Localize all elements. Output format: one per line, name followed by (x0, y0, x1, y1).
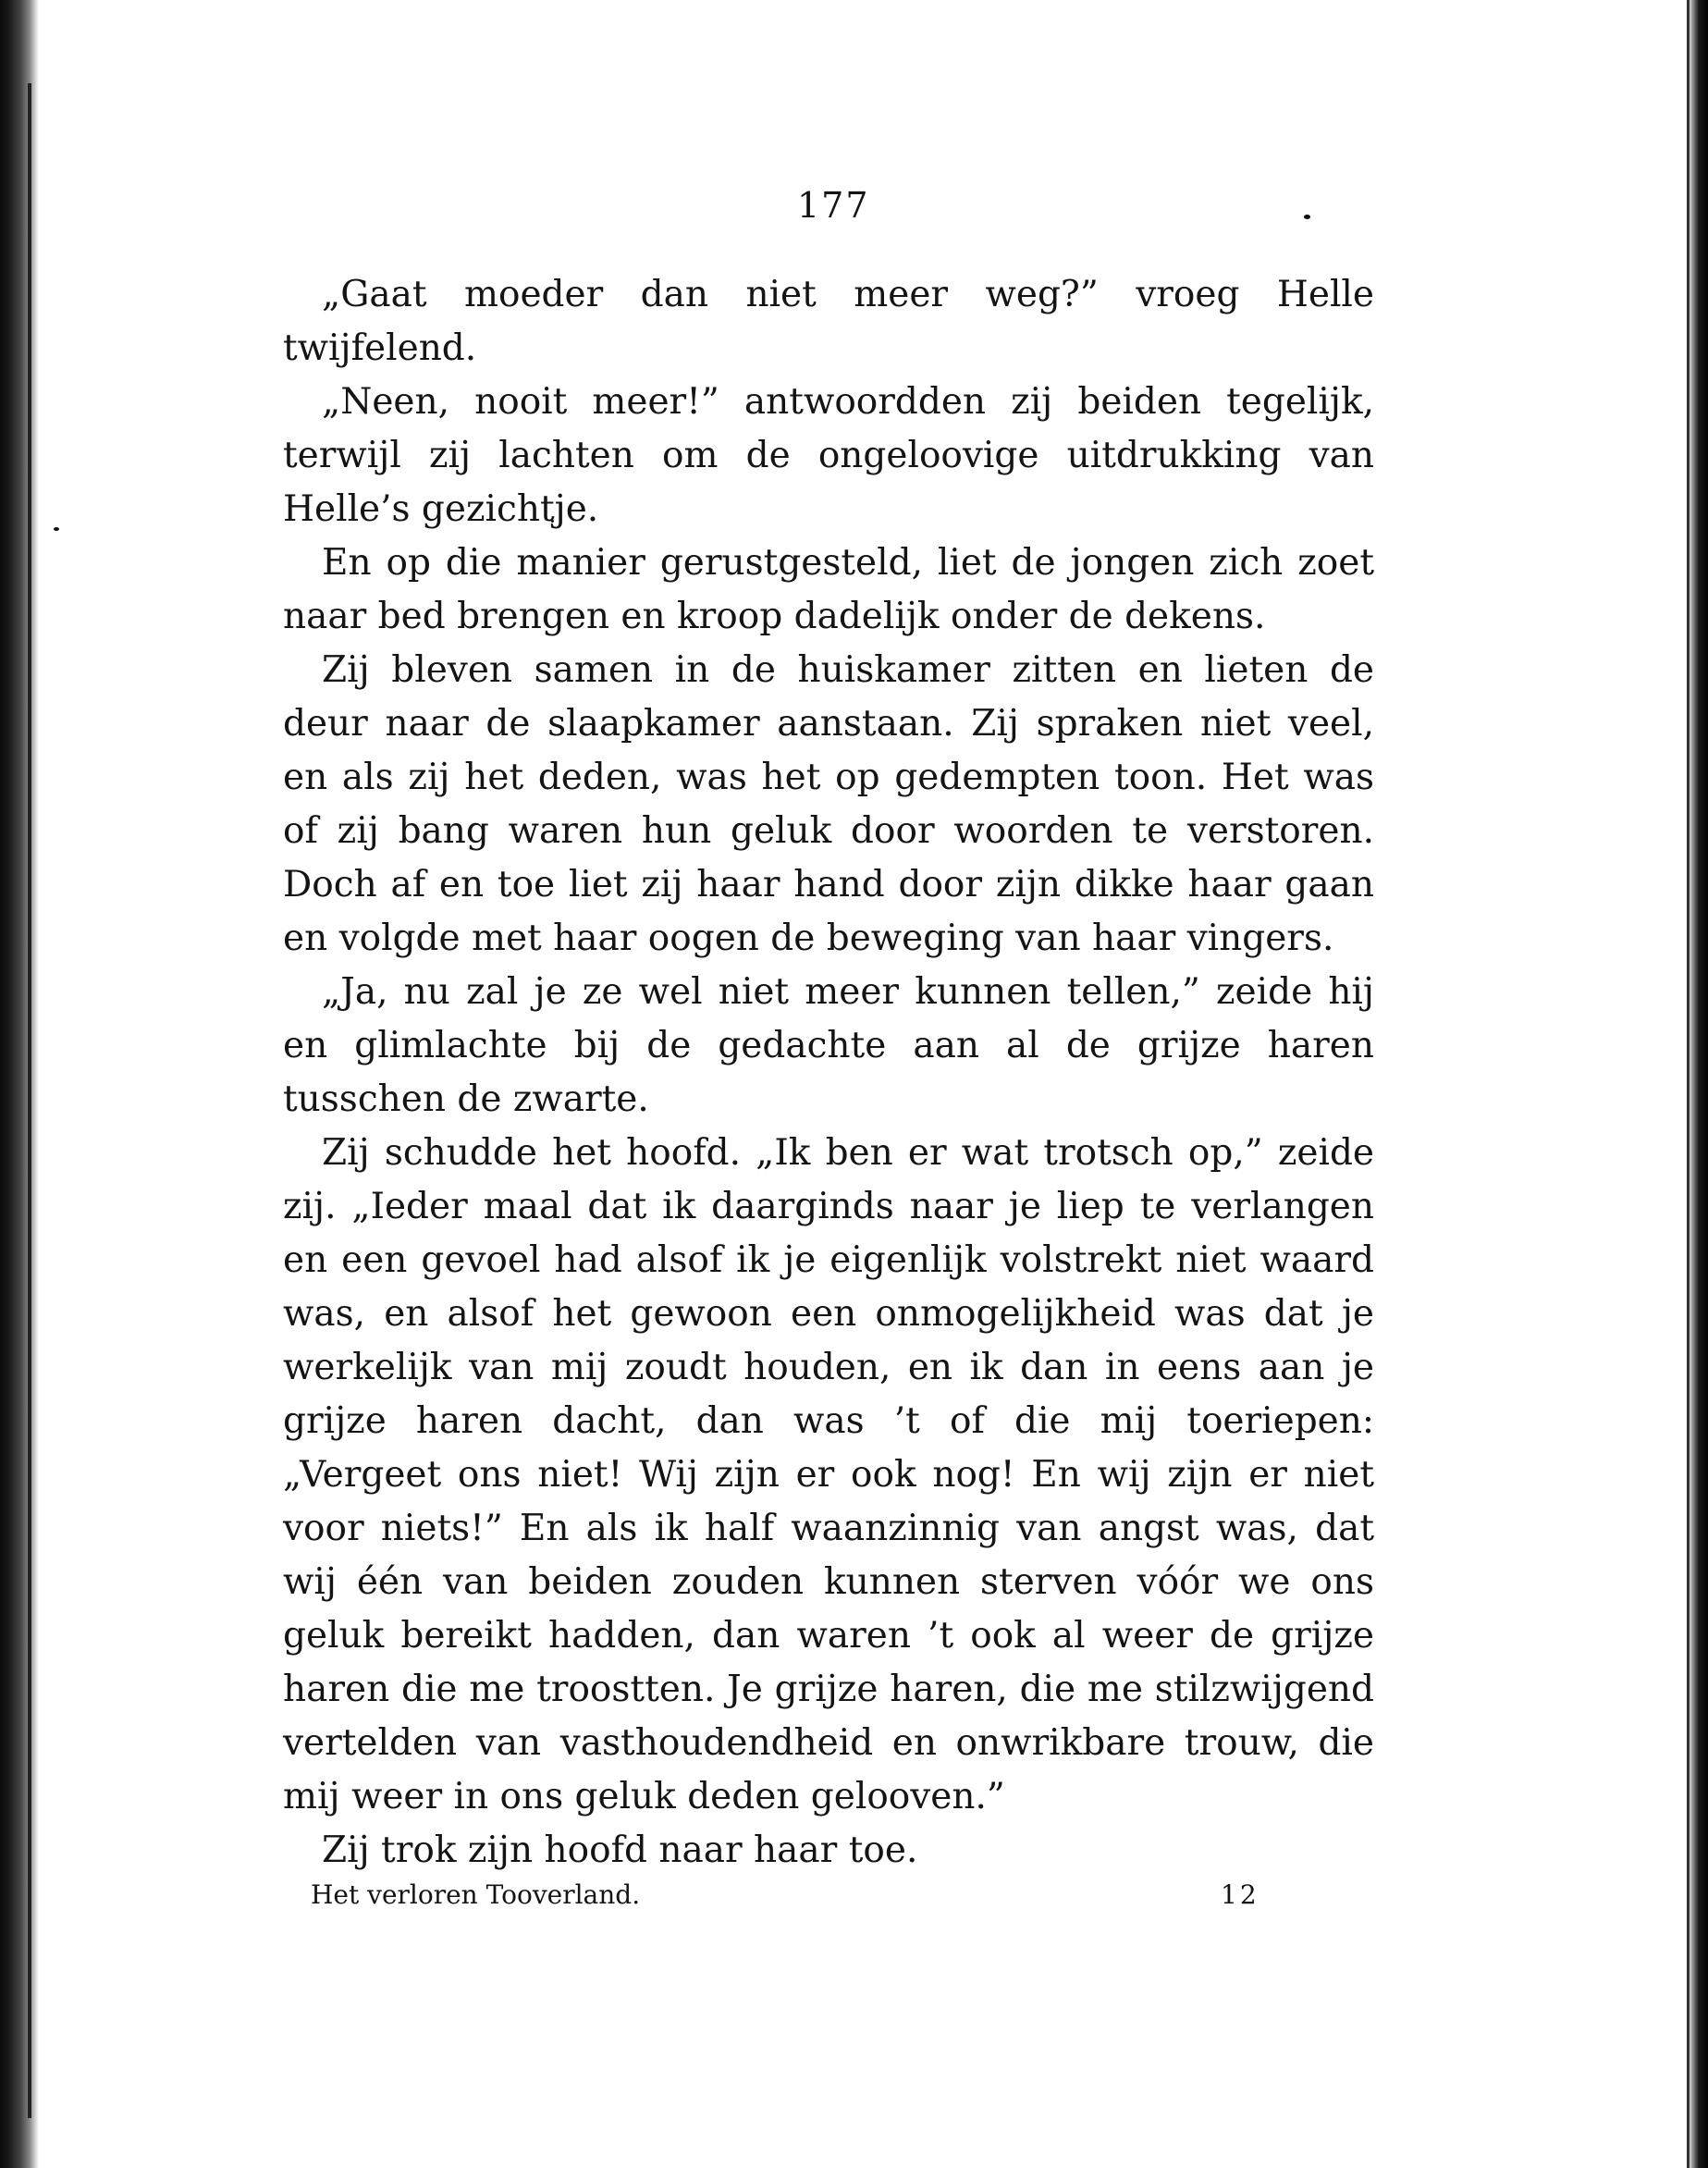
scan-edge-right-stripe (1687, 0, 1690, 2168)
footer-book-title: Het verloren Tooverland. (311, 1879, 641, 1910)
paragraph: En op die manier gerustgesteld, liet de jongen zich zoet naar bed brengen en kroop dadelijk onder de dekens. (283, 542, 1374, 637)
page-number: 177 (797, 185, 870, 226)
paragraph: „Ja, nu zal je ze wel niet meer kunnen tellen,” zeide hij en glimlachte bij de gedachte aan al de grijze haren tusschen de zwarte. (283, 971, 1374, 1120)
paragraph: Zij schudde het hoofd. „Ik ben er wat trotsch op,” zeide zij. „Ieder maal dat ik daarginds naar je liep te verlangen en een gevoel had alsof ik je eigenlijk volstrekt niet waard was, en alsof het gewoon een onmogelijkheid was dat je werkelijk van mij zoudt houden, en ik dan in eens aan je grijze haren dacht, dan was ’t of die mij toeriepen: „Vergeet ons niet! Wij zijn er ook nog! En wij zijn er niet voor niets!” En als ik half waanzinnig van angst was, dat wij één van beiden zouden kunnen sterven vóór we ons geluk bereikt hadden, dan waren ’t ook al weer de grijze haren die me troostten. Je grijze haren, die me stilzwijgend vertelden van vasthoudendheid en onwrikbare trouw, die mij weer in ons geluk deden gelooven.” (283, 1132, 1374, 1817)
scan-edge-left (0, 0, 39, 2168)
paragraph: „Neen, nooit meer!” antwoordden zij beiden tegelijk, terwijl zij lachten om de ongeloovige uitdrukking van Helle’s gezichtje. (283, 381, 1374, 530)
scan-edge-right (1688, 0, 1708, 2168)
body-text (283, 268, 1374, 1878)
scan-edge-left-stripe (28, 83, 31, 2118)
scan-speck (1304, 215, 1310, 219)
paragraph: „Gaat moeder dan niet meer weg?” vroeg Helle twijfelend. (283, 274, 1374, 369)
footer-signature-mark: 12 (1221, 1879, 1259, 1910)
scan-speck (54, 527, 59, 531)
paragraph: Zij bleven samen in de huiskamer zitten en lieten de deur naar de slaapkamer aanstaan. Zij spraken niet veel, en als zij het deden, was het op gedempten toon. Het was of zij bang waren hun geluk door woorden te verstoren. Doch af en toe liet zij haar hand door zijn dikke haar gaan en volgde met haar oogen de beweging van haar vingers. (283, 649, 1374, 959)
paragraph: Zij trok zijn hoofd naar haar toe. (322, 1829, 918, 1871)
